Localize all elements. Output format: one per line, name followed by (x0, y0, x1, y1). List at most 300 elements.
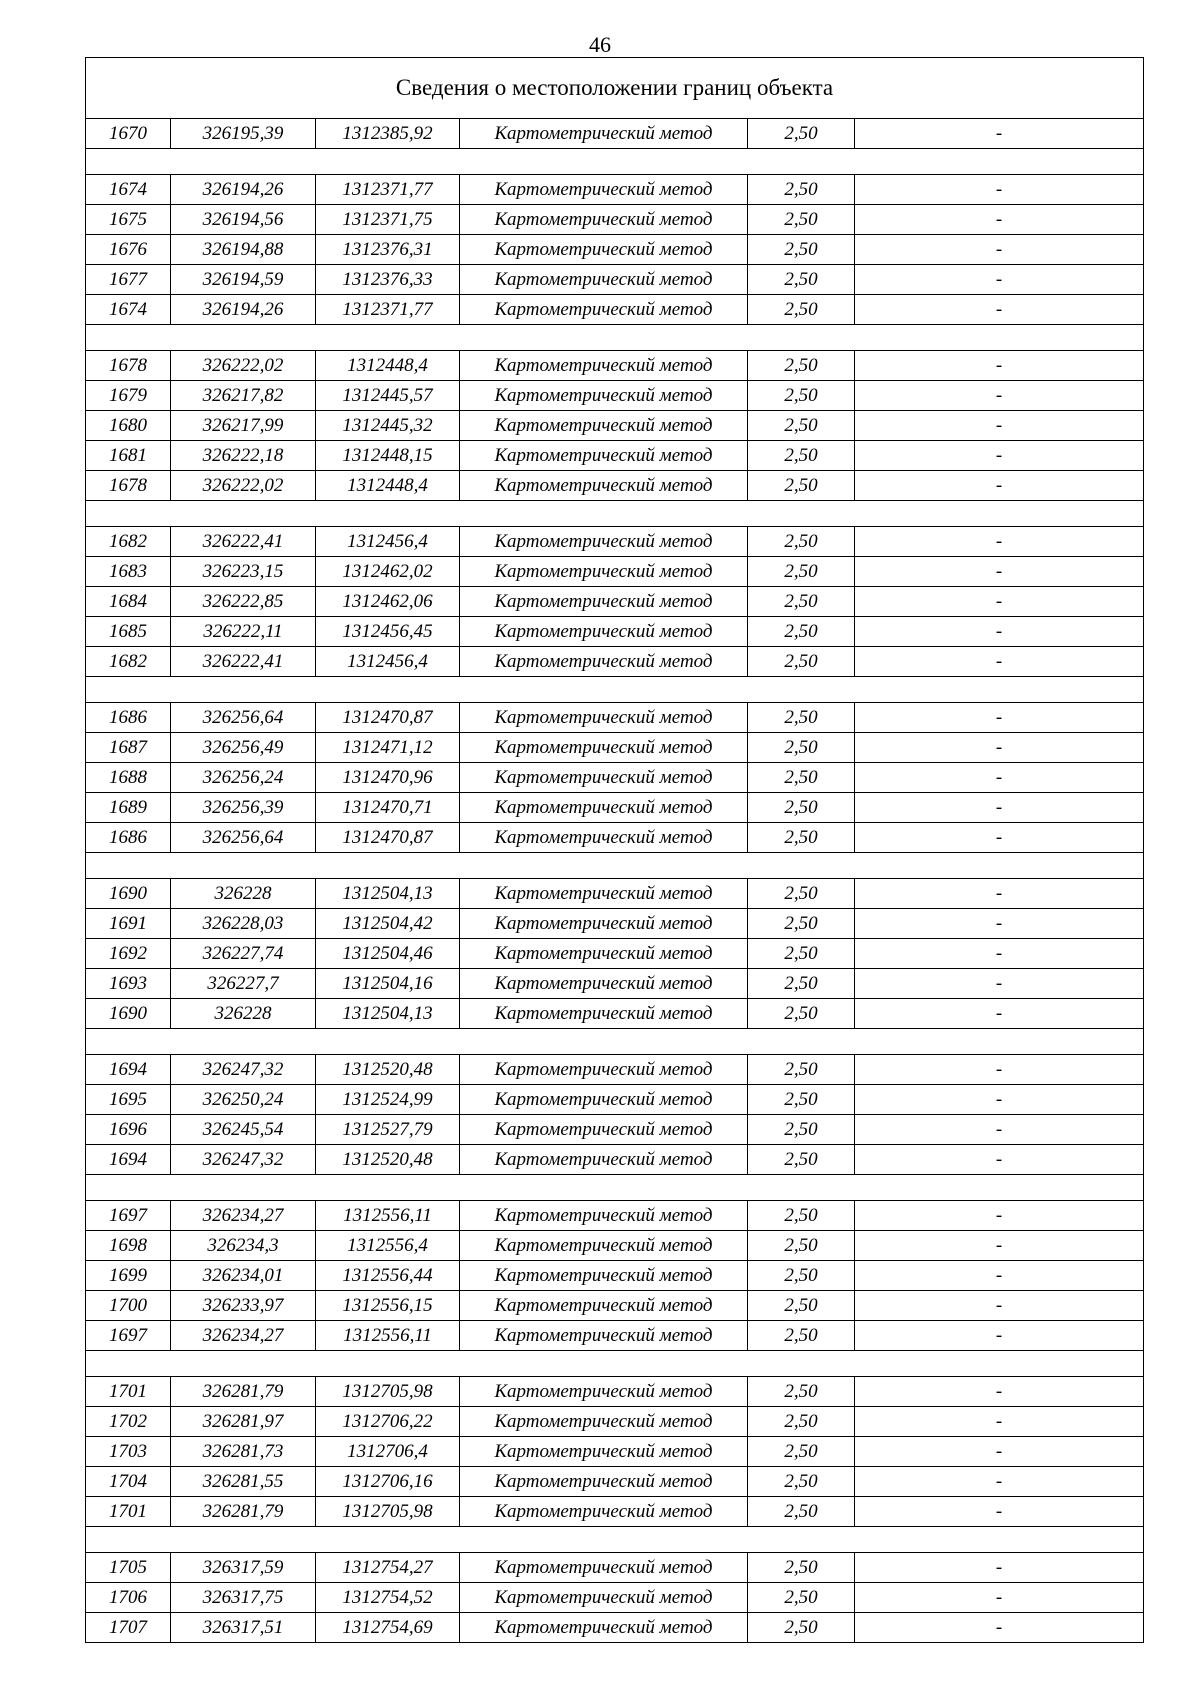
x-coordinate-cell: 326217,99 (171, 411, 316, 440)
x-coordinate-cell: 326256,39 (171, 793, 316, 822)
description-cell: - (995, 591, 1003, 612)
x-coordinate-cell: 326233,97 (171, 1291, 316, 1320)
x-coordinate-cell: 326245,54 (171, 1115, 316, 1144)
y-coordinate-cell: 1312706,16 (316, 1467, 460, 1496)
method-cell: Картометрический метод (460, 265, 748, 294)
method-cell: Картометрический метод (460, 879, 748, 908)
table-row (86, 441, 1143, 471)
description-cell: - (995, 1381, 1003, 1402)
method-cell: Картометрический метод (460, 1321, 748, 1350)
point-number-cell: 1682 (86, 527, 171, 556)
x-coordinate-cell: 326194,26 (171, 175, 316, 204)
accuracy-cell: 2,50 (748, 351, 855, 380)
accuracy-cell: 2,50 (748, 1321, 855, 1350)
y-coordinate-cell: 1312470,71 (316, 793, 460, 822)
group-separator (86, 149, 1143, 175)
method-cell: Картометрический метод (460, 119, 748, 148)
table-row (86, 999, 1143, 1029)
description-cell: - (995, 767, 1003, 788)
accuracy-cell: 2,50 (748, 969, 855, 998)
table-row (86, 1231, 1143, 1261)
y-coordinate-cell: 1312504,16 (316, 969, 460, 998)
group-separator (86, 1351, 1143, 1377)
point-number-cell: 1686 (86, 823, 171, 852)
accuracy-cell: 2,50 (748, 119, 855, 148)
x-coordinate-cell: 326281,55 (171, 1467, 316, 1496)
group-separator (86, 853, 1143, 879)
y-coordinate-cell: 1312504,42 (316, 909, 460, 938)
y-coordinate-cell: 1312524,99 (316, 1085, 460, 1114)
description-cell: - (995, 355, 1003, 376)
y-coordinate-cell: 1312706,4 (316, 1437, 460, 1466)
y-coordinate-cell: 1312445,57 (316, 381, 460, 410)
accuracy-cell: 2,50 (748, 1497, 855, 1526)
x-coordinate-cell: 326194,26 (171, 295, 316, 324)
point-number-cell: 1698 (86, 1231, 171, 1260)
accuracy-cell: 2,50 (748, 295, 855, 324)
description-cell: - (995, 1441, 1003, 1462)
point-number-cell: 1670 (86, 119, 171, 148)
method-cell: Картометрический метод (460, 235, 748, 264)
x-coordinate-cell: 326256,49 (171, 733, 316, 762)
table-row (86, 557, 1143, 587)
group-separator (86, 501, 1143, 527)
point-number-cell: 1704 (86, 1467, 171, 1496)
description-cell: - (995, 1411, 1003, 1432)
y-coordinate-cell: 1312520,48 (316, 1055, 460, 1084)
point-number-cell: 1679 (86, 381, 171, 410)
table-row (86, 1467, 1143, 1497)
point-number-cell: 1689 (86, 793, 171, 822)
table-row (86, 909, 1143, 939)
table-row (86, 647, 1143, 677)
table-row (86, 969, 1143, 999)
table-title: Сведения о местоположении границ объекта (86, 58, 1143, 119)
y-coordinate-cell: 1312448,4 (316, 471, 460, 500)
accuracy-cell: 2,50 (748, 1291, 855, 1320)
method-cell: Картометрический метод (460, 1145, 748, 1174)
accuracy-cell: 2,50 (748, 909, 855, 938)
y-coordinate-cell: 1312504,46 (316, 939, 460, 968)
point-number-cell: 1685 (86, 617, 171, 646)
method-cell: Картометрический метод (460, 411, 748, 440)
table-row (86, 527, 1143, 557)
table-row (86, 1553, 1143, 1583)
y-coordinate-cell: 1312705,98 (316, 1497, 460, 1526)
description-cell: - (995, 1205, 1003, 1226)
x-coordinate-cell: 326256,64 (171, 703, 316, 732)
y-coordinate-cell: 1312754,27 (316, 1553, 460, 1582)
x-coordinate-cell: 326234,27 (171, 1321, 316, 1350)
description-cell: - (995, 883, 1003, 904)
accuracy-cell: 2,50 (748, 1613, 855, 1642)
description-cell: - (995, 269, 1003, 290)
y-coordinate-cell: 1312556,11 (316, 1321, 460, 1350)
method-cell: Картометрический метод (460, 295, 748, 324)
description-cell: - (995, 1003, 1003, 1024)
table-row (86, 587, 1143, 617)
point-number-cell: 1697 (86, 1201, 171, 1230)
x-coordinate-cell: 326281,79 (171, 1497, 316, 1526)
y-coordinate-cell: 1312504,13 (316, 999, 460, 1028)
table-row (86, 235, 1143, 265)
x-coordinate-cell: 326222,41 (171, 527, 316, 556)
method-cell: Картометрический метод (460, 587, 748, 616)
point-number-cell: 1702 (86, 1407, 171, 1436)
description-cell: - (995, 737, 1003, 758)
accuracy-cell: 2,50 (748, 1145, 855, 1174)
point-number-cell: 1701 (86, 1497, 171, 1526)
y-coordinate-cell: 1312385,92 (316, 119, 460, 148)
method-cell: Картометрический метод (460, 793, 748, 822)
table-row (86, 1321, 1143, 1351)
method-cell: Картометрический метод (460, 205, 748, 234)
method-cell: Картометрический метод (460, 527, 748, 556)
description-cell: - (995, 651, 1003, 672)
accuracy-cell: 2,50 (748, 527, 855, 556)
point-number-cell: 1700 (86, 1291, 171, 1320)
table-row (86, 939, 1143, 969)
method-cell: Картометрический метод (460, 703, 748, 732)
y-coordinate-cell: 1312471,12 (316, 733, 460, 762)
accuracy-cell: 2,50 (748, 471, 855, 500)
method-cell: Картометрический метод (460, 471, 748, 500)
point-number-cell: 1691 (86, 909, 171, 938)
x-coordinate-cell: 326234,3 (171, 1231, 316, 1260)
group-separator (86, 677, 1143, 703)
y-coordinate-cell: 1312527,79 (316, 1115, 460, 1144)
description-cell: - (995, 475, 1003, 496)
description-cell: - (995, 913, 1003, 934)
point-number-cell: 1687 (86, 733, 171, 762)
method-cell: Картометрический метод (460, 1115, 748, 1144)
y-coordinate-cell: 1312556,44 (316, 1261, 460, 1290)
table-row (86, 1497, 1143, 1527)
point-number-cell: 1697 (86, 1321, 171, 1350)
x-coordinate-cell: 326223,15 (171, 557, 316, 586)
accuracy-cell: 2,50 (748, 733, 855, 762)
y-coordinate-cell: 1312470,87 (316, 703, 460, 732)
method-cell: Картометрический метод (460, 939, 748, 968)
table-row (86, 1201, 1143, 1231)
description-cell: - (995, 1265, 1003, 1286)
point-number-cell: 1694 (86, 1055, 171, 1084)
y-coordinate-cell: 1312376,31 (316, 235, 460, 264)
y-coordinate-cell: 1312371,75 (316, 205, 460, 234)
table-row (86, 119, 1143, 149)
method-cell: Картометрический метод (460, 647, 748, 676)
x-coordinate-cell: 326227,74 (171, 939, 316, 968)
accuracy-cell: 2,50 (748, 1377, 855, 1406)
description-cell: - (995, 1617, 1003, 1638)
y-coordinate-cell: 1312556,15 (316, 1291, 460, 1320)
x-coordinate-cell: 326222,11 (171, 617, 316, 646)
point-number-cell: 1703 (86, 1437, 171, 1466)
table-row (86, 411, 1143, 441)
point-number-cell: 1684 (86, 587, 171, 616)
table-row (86, 175, 1143, 205)
description-cell: - (995, 1089, 1003, 1110)
x-coordinate-cell: 326281,73 (171, 1437, 316, 1466)
method-cell: Картометрический метод (460, 763, 748, 792)
y-coordinate-cell: 1312462,02 (316, 557, 460, 586)
y-coordinate-cell: 1312754,52 (316, 1583, 460, 1612)
method-cell: Картометрический метод (460, 1407, 748, 1436)
description-cell: - (995, 445, 1003, 466)
description-cell: - (995, 1295, 1003, 1316)
accuracy-cell: 2,50 (748, 1115, 855, 1144)
method-cell: Картометрический метод (460, 999, 748, 1028)
y-coordinate-cell: 1312705,98 (316, 1377, 460, 1406)
table-row (86, 617, 1143, 647)
group-separator (86, 1029, 1143, 1055)
accuracy-cell: 2,50 (748, 939, 855, 968)
point-number-cell: 1701 (86, 1377, 171, 1406)
table-row (86, 471, 1143, 501)
x-coordinate-cell: 326222,18 (171, 441, 316, 470)
x-coordinate-cell: 326281,79 (171, 1377, 316, 1406)
description-cell: - (995, 179, 1003, 200)
x-coordinate-cell: 326228 (171, 999, 316, 1028)
accuracy-cell: 2,50 (748, 793, 855, 822)
accuracy-cell: 2,50 (748, 1201, 855, 1230)
accuracy-cell: 2,50 (748, 1085, 855, 1114)
method-cell: Картометрический метод (460, 1553, 748, 1582)
accuracy-cell: 2,50 (748, 441, 855, 470)
description-cell: - (995, 1149, 1003, 1170)
table-row (86, 1115, 1143, 1145)
description-cell: - (995, 385, 1003, 406)
y-coordinate-cell: 1312456,4 (316, 527, 460, 556)
description-cell: - (995, 1119, 1003, 1140)
y-coordinate-cell: 1312448,15 (316, 441, 460, 470)
table-body (86, 119, 1143, 1642)
y-coordinate-cell: 1312556,4 (316, 1231, 460, 1260)
point-number-cell: 1677 (86, 265, 171, 294)
description-cell: - (995, 707, 1003, 728)
accuracy-cell: 2,50 (748, 411, 855, 440)
accuracy-cell: 2,50 (748, 823, 855, 852)
method-cell: Картометрический метод (460, 1613, 748, 1642)
point-number-cell: 1696 (86, 1115, 171, 1144)
description-cell: - (995, 209, 1003, 230)
group-separator (86, 1175, 1143, 1201)
x-coordinate-cell: 326317,51 (171, 1613, 316, 1642)
point-number-cell: 1686 (86, 703, 171, 732)
y-coordinate-cell: 1312456,4 (316, 647, 460, 676)
point-number-cell: 1674 (86, 175, 171, 204)
x-coordinate-cell: 326194,59 (171, 265, 316, 294)
y-coordinate-cell: 1312556,11 (316, 1201, 460, 1230)
accuracy-cell: 2,50 (748, 763, 855, 792)
table-row (86, 1085, 1143, 1115)
table-row (86, 295, 1143, 325)
y-coordinate-cell: 1312754,69 (316, 1613, 460, 1642)
table-row (86, 1613, 1143, 1642)
x-coordinate-cell: 326234,27 (171, 1201, 316, 1230)
description-cell: - (995, 1325, 1003, 1346)
description-cell: - (995, 973, 1003, 994)
accuracy-cell: 2,50 (748, 1553, 855, 1582)
accuracy-cell: 2,50 (748, 1407, 855, 1436)
x-coordinate-cell: 326194,56 (171, 205, 316, 234)
table-row (86, 1377, 1143, 1407)
point-number-cell: 1707 (86, 1613, 171, 1642)
table-row (86, 351, 1143, 381)
method-cell: Картометрический метод (460, 557, 748, 586)
table-row (86, 823, 1143, 853)
y-coordinate-cell: 1312706,22 (316, 1407, 460, 1436)
point-number-cell: 1678 (86, 351, 171, 380)
method-cell: Картометрический метод (460, 1085, 748, 1114)
method-cell: Картометрический метод (460, 1055, 748, 1084)
x-coordinate-cell: 326228 (171, 879, 316, 908)
group-separator (86, 325, 1143, 351)
method-cell: Картометрический метод (460, 1261, 748, 1290)
accuracy-cell: 2,50 (748, 557, 855, 586)
x-coordinate-cell: 326250,24 (171, 1085, 316, 1114)
accuracy-cell: 2,50 (748, 703, 855, 732)
description-cell: - (995, 1501, 1003, 1522)
point-number-cell: 1692 (86, 939, 171, 968)
description-cell: - (995, 415, 1003, 436)
x-coordinate-cell: 326222,02 (171, 351, 316, 380)
x-coordinate-cell: 326195,39 (171, 119, 316, 148)
table-row (86, 1583, 1143, 1613)
x-coordinate-cell: 326281,97 (171, 1407, 316, 1436)
accuracy-cell: 2,50 (748, 175, 855, 204)
accuracy-cell: 2,50 (748, 879, 855, 908)
point-number-cell: 1688 (86, 763, 171, 792)
x-coordinate-cell: 326256,24 (171, 763, 316, 792)
x-coordinate-cell: 326317,59 (171, 1553, 316, 1582)
method-cell: Картометрический метод (460, 1437, 748, 1466)
method-cell: Картометрический метод (460, 1497, 748, 1526)
method-cell: Картометрический метод (460, 909, 748, 938)
y-coordinate-cell: 1312448,4 (316, 351, 460, 380)
group-separator (86, 1527, 1143, 1553)
page-number: 46 (589, 32, 611, 57)
accuracy-cell: 2,50 (748, 1261, 855, 1290)
point-number-cell: 1705 (86, 1553, 171, 1582)
x-coordinate-cell: 326222,85 (171, 587, 316, 616)
table-row (86, 265, 1143, 295)
point-number-cell: 1693 (86, 969, 171, 998)
accuracy-cell: 2,50 (748, 617, 855, 646)
table-row (86, 1145, 1143, 1175)
description-cell: - (995, 621, 1003, 642)
method-cell: Картометрический метод (460, 1201, 748, 1230)
x-coordinate-cell: 326228,03 (171, 909, 316, 938)
point-number-cell: 1690 (86, 879, 171, 908)
table-row (86, 763, 1143, 793)
y-coordinate-cell: 1312470,87 (316, 823, 460, 852)
y-coordinate-cell: 1312445,32 (316, 411, 460, 440)
method-cell: Картометрический метод (460, 1291, 748, 1320)
point-number-cell: 1674 (86, 295, 171, 324)
y-coordinate-cell: 1312470,96 (316, 763, 460, 792)
method-cell: Картометрический метод (460, 381, 748, 410)
point-number-cell: 1676 (86, 235, 171, 264)
x-coordinate-cell: 326222,41 (171, 647, 316, 676)
boundary-table (85, 57, 1144, 1643)
x-coordinate-cell: 326217,82 (171, 381, 316, 410)
description-cell: - (995, 1557, 1003, 1578)
accuracy-cell: 2,50 (748, 647, 855, 676)
point-number-cell: 1690 (86, 999, 171, 1028)
description-cell: - (995, 943, 1003, 964)
description-cell: - (995, 123, 1003, 144)
description-cell: - (995, 299, 1003, 320)
method-cell: Картометрический метод (460, 1231, 748, 1260)
description-cell: - (995, 1471, 1003, 1492)
y-coordinate-cell: 1312504,13 (316, 879, 460, 908)
table-row (86, 733, 1143, 763)
description-cell: - (995, 531, 1003, 552)
table-row (86, 879, 1143, 909)
x-coordinate-cell: 326256,64 (171, 823, 316, 852)
table-row (86, 1291, 1143, 1321)
description-cell: - (995, 1587, 1003, 1608)
method-cell: Картометрический метод (460, 441, 748, 470)
x-coordinate-cell: 326227,7 (171, 969, 316, 998)
table-row (86, 205, 1143, 235)
accuracy-cell: 2,50 (748, 999, 855, 1028)
point-number-cell: 1675 (86, 205, 171, 234)
accuracy-cell: 2,50 (748, 205, 855, 234)
point-number-cell: 1680 (86, 411, 171, 440)
x-coordinate-cell: 326194,88 (171, 235, 316, 264)
y-coordinate-cell: 1312462,06 (316, 587, 460, 616)
accuracy-cell: 2,50 (748, 1231, 855, 1260)
accuracy-cell: 2,50 (748, 381, 855, 410)
x-coordinate-cell: 326317,75 (171, 1583, 316, 1612)
accuracy-cell: 2,50 (748, 265, 855, 294)
method-cell: Картометрический метод (460, 175, 748, 204)
point-number-cell: 1695 (86, 1085, 171, 1114)
description-cell: - (995, 827, 1003, 848)
x-coordinate-cell: 326234,01 (171, 1261, 316, 1290)
point-number-cell: 1706 (86, 1583, 171, 1612)
description-cell: - (995, 239, 1003, 260)
description-cell: - (995, 1059, 1003, 1080)
description-cell: - (995, 797, 1003, 818)
x-coordinate-cell: 326222,02 (171, 471, 316, 500)
method-cell: Картометрический метод (460, 1583, 748, 1612)
table-row (86, 1055, 1143, 1085)
point-number-cell: 1678 (86, 471, 171, 500)
method-cell: Картометрический метод (460, 1467, 748, 1496)
point-number-cell: 1682 (86, 647, 171, 676)
point-number-cell: 1694 (86, 1145, 171, 1174)
table-row (86, 1261, 1143, 1291)
method-cell: Картометрический метод (460, 823, 748, 852)
table-row (86, 1407, 1143, 1437)
y-coordinate-cell: 1312520,48 (316, 1145, 460, 1174)
method-cell: Картометрический метод (460, 351, 748, 380)
accuracy-cell: 2,50 (748, 235, 855, 264)
table-row (86, 793, 1143, 823)
method-cell: Картометрический метод (460, 617, 748, 646)
accuracy-cell: 2,50 (748, 1437, 855, 1466)
description-cell: - (995, 1235, 1003, 1256)
y-coordinate-cell: 1312371,77 (316, 295, 460, 324)
table-row (86, 381, 1143, 411)
y-coordinate-cell: 1312456,45 (316, 617, 460, 646)
x-coordinate-cell: 326247,32 (171, 1145, 316, 1174)
point-number-cell: 1683 (86, 557, 171, 586)
y-coordinate-cell: 1312376,33 (316, 265, 460, 294)
